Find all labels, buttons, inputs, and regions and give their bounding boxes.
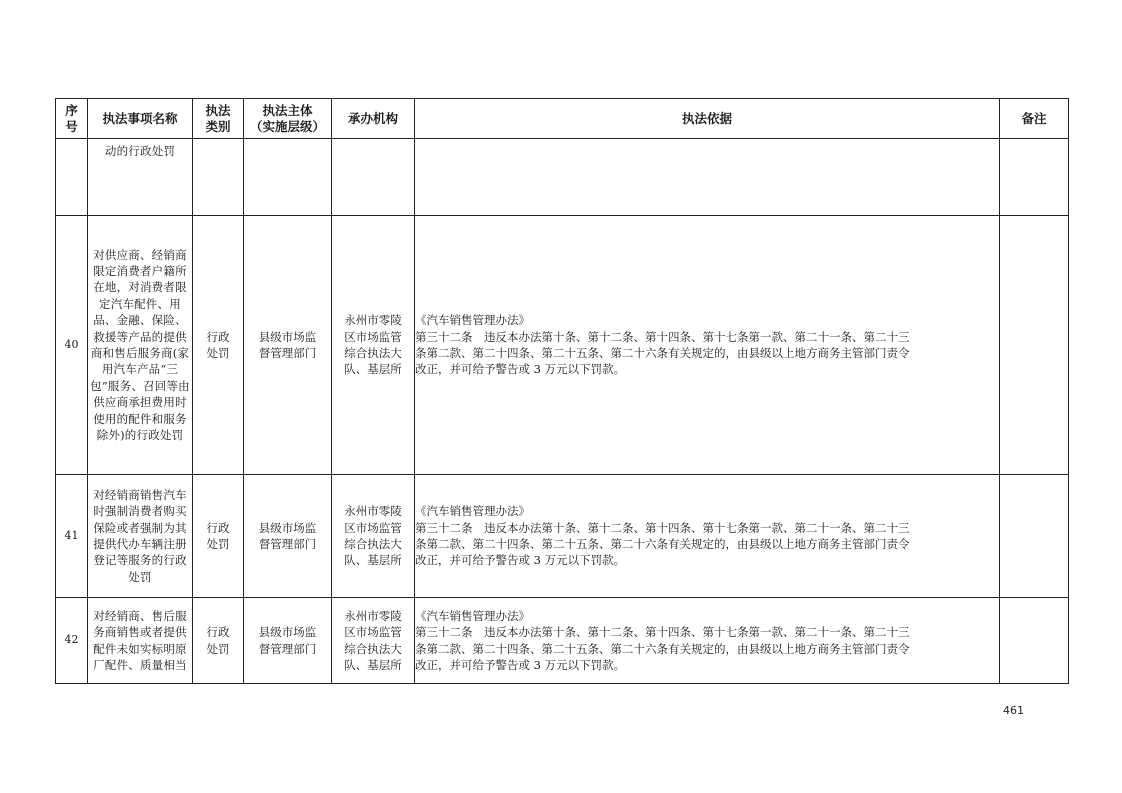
header-seq: 序 号 bbox=[56, 99, 88, 139]
row-seq: 42 bbox=[56, 598, 88, 684]
law-enforcement-table bbox=[55, 98, 1069, 684]
row-subject: 县级市场监 督管理部门 bbox=[244, 598, 332, 684]
header-row bbox=[56, 99, 1069, 139]
row-remark bbox=[1000, 216, 1069, 475]
header-subject: 执法主体 （实施层级） bbox=[244, 99, 332, 139]
basis-title: 《汽车销售管理办法》 bbox=[415, 608, 530, 623]
row-organ: 永州市零陵 区市场监管 综合执法大 队、基层所 bbox=[332, 475, 415, 598]
row-seq: 40 bbox=[56, 216, 88, 475]
basis-title: 《汽车销售管理办法》 bbox=[415, 313, 530, 328]
table-row bbox=[56, 139, 1069, 216]
basis-title: 《汽车销售管理办法》 bbox=[415, 504, 530, 519]
basis-body: 第三十二条 违反本办法第十条、第十二条、第十四条、第十七条第一款、第二十一条、第二十三 条第二款、第二十四条、第二十五条、第二十六条有关规定的，由县级以上地方商务主管部门责令 改正，并可给予警告或 3 万元以下罚款。 bbox=[415, 625, 910, 672]
row-category: 行政 处罚 bbox=[193, 598, 244, 684]
row-remark bbox=[1000, 598, 1069, 684]
row-subject: 县级市场监 督管理部门 bbox=[244, 475, 332, 598]
row-seq: 41 bbox=[56, 475, 88, 598]
page-number: 461 bbox=[1003, 704, 1024, 717]
row-organ: 永州市零陵 区市场监管 综合执法大 队、基层所 bbox=[332, 598, 415, 684]
header-category: 执法 类别 bbox=[193, 99, 244, 139]
table-row bbox=[56, 598, 1069, 684]
row-name: 动的行政处罚 bbox=[88, 139, 193, 216]
basis-body: 第三十二条 违反本办法第十条、第十二条、第十四条、第十七条第一款、第二十一条、第二十三 条第二款、第二十四条、第二十五条、第二十六条有关规定的，由县级以上地方商务主管部门责令 改正，并可给予警告或 3 万元以下罚款。 bbox=[415, 329, 910, 377]
header-remark: 备注 bbox=[1000, 99, 1069, 139]
row-category: 行政 处罚 bbox=[193, 216, 244, 475]
row-category bbox=[193, 139, 244, 216]
row-basis bbox=[415, 475, 1000, 598]
row-basis bbox=[415, 216, 1000, 475]
row-organ: 永州市零陵 区市场监管 综合执法大 队、基层所 bbox=[332, 216, 415, 475]
row-basis bbox=[415, 139, 1000, 216]
row-name: 对经销商销售汽车时强制消费者购买保险或者强制为其提供代办车辆注册登记等服务的行政处罚 bbox=[88, 475, 193, 598]
header-basis: 执法依据 bbox=[415, 99, 1000, 139]
table-row bbox=[56, 216, 1069, 475]
row-remark bbox=[1000, 475, 1069, 598]
row-subject bbox=[244, 139, 332, 216]
row-remark bbox=[1000, 139, 1069, 216]
table-row bbox=[56, 475, 1069, 598]
row-organ bbox=[332, 139, 415, 216]
row-name: 对供应商、经销商限定消费者户籍所在地，对消费者限定汽车配件、用品、金融、保险、救援等产品的提供商和售后服务商(家用汽车产品“三包”服务、召回等由供应商承担费用时使用的配件和服务除外)的行政处罚 bbox=[88, 216, 193, 475]
basis-body: 第三十二条 违反本办法第十条、第十二条、第十四条、第十七条第一款、第二十一条、第二十三 条第二款、第二十四条、第二十五条、第二十六条有关规定的，由县级以上地方商务主管部门责令 改正，并可给予警告或 3 万元以下罚款。 bbox=[415, 520, 910, 568]
row-name: 对经销商、售后服务商销售或者提供配件未如实标明原厂配件、质量相当 bbox=[88, 598, 193, 684]
header-organ: 承办机构 bbox=[332, 99, 415, 139]
row-subject: 县级市场监 督管理部门 bbox=[244, 216, 332, 475]
row-basis bbox=[415, 598, 1000, 684]
row-seq bbox=[56, 139, 88, 216]
row-category: 行政 处罚 bbox=[193, 475, 244, 598]
header-name: 执法事项名称 bbox=[88, 99, 193, 139]
